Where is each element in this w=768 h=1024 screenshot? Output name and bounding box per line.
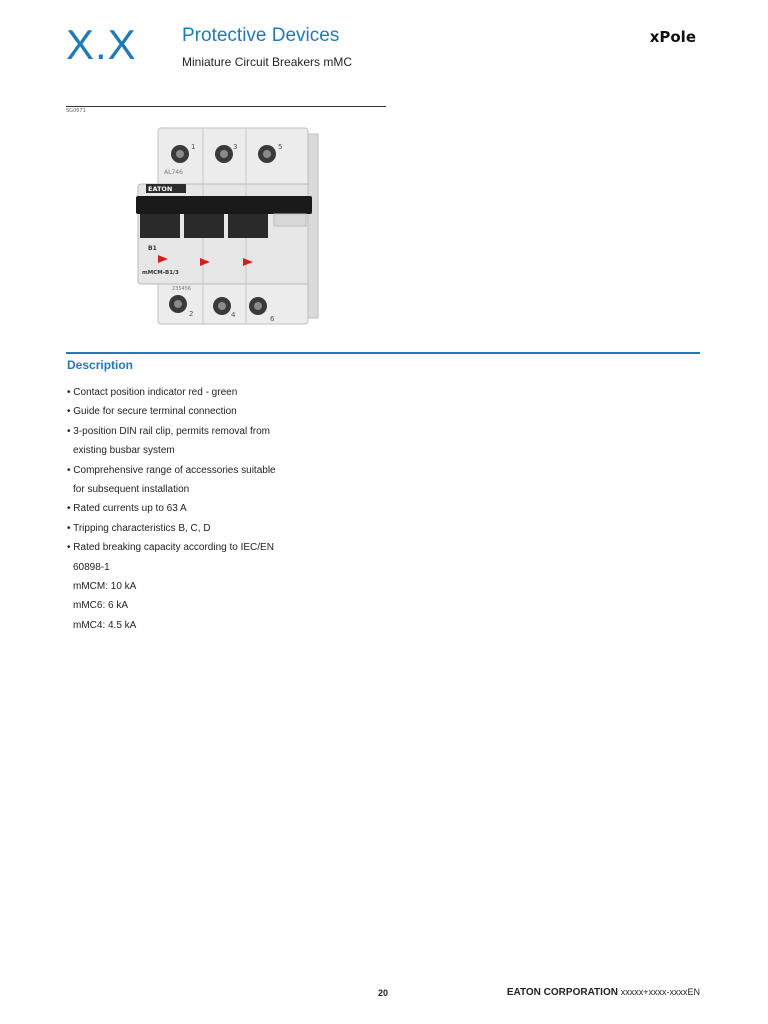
product-brand-label: EATON <box>148 185 173 193</box>
page-subtitle: Miniature Circuit Breakers mMC <box>182 55 353 69</box>
terminal-top-1: 1 <box>191 143 196 151</box>
terminal-top-3: 3 <box>233 143 238 151</box>
circuit-breaker-image <box>136 124 322 328</box>
description-item: mMC6: 6 kA <box>73 600 129 612</box>
model-label: mMCM-B1/3 <box>142 270 179 276</box>
description-item: mMC4: 4.5 kA <box>73 619 137 631</box>
header-divider <box>66 106 386 107</box>
terminal-bottom-6: 6 <box>270 315 275 323</box>
page-number: 20 <box>378 988 389 998</box>
description-item: • Contact position indicator red - green <box>67 387 238 398</box>
terminal-bottom-2: 2 <box>189 310 194 318</box>
description-item: • Tripping characteristics B, C, D <box>67 522 211 534</box>
description-item: 60898-1 <box>73 561 110 573</box>
brand-label: xPole <box>649 28 696 46</box>
chapter-number: X.X <box>66 21 137 68</box>
page-title: Protective Devices <box>182 25 340 46</box>
description-item: for subsequent installation <box>73 484 190 496</box>
rating-label: B1 <box>148 245 157 252</box>
description-list <box>67 383 276 635</box>
description-item: • Rated currents up to 63 A <box>67 503 187 515</box>
bottom-marking: 235456 <box>172 286 192 292</box>
description-item: mMCM: 10 kA <box>73 581 137 593</box>
description-item: • 3-position DIN rail clip, permits removal from <box>67 425 270 437</box>
description-item: existing busbar system <box>73 445 175 457</box>
description-item: • Rated breaking capacity according to IEC/EN <box>67 542 274 554</box>
terminal-top-5: 5 <box>278 143 283 151</box>
footer-company: EATON CORPORATION <box>506 987 618 998</box>
description-item: • Comprehensive range of accessories suitable <box>67 464 276 476</box>
description-heading: Description <box>67 358 134 372</box>
footer <box>507 987 700 998</box>
footer-doc-code: xxxxx+xxxx-xxxxEN <box>620 987 700 997</box>
top-marking: AL746 <box>164 169 183 176</box>
section-divider <box>66 352 700 354</box>
description-item: • Guide for secure terminal connection <box>67 406 237 418</box>
terminal-bottom-4: 4 <box>231 311 236 319</box>
image-code: SG0671 <box>66 108 86 114</box>
